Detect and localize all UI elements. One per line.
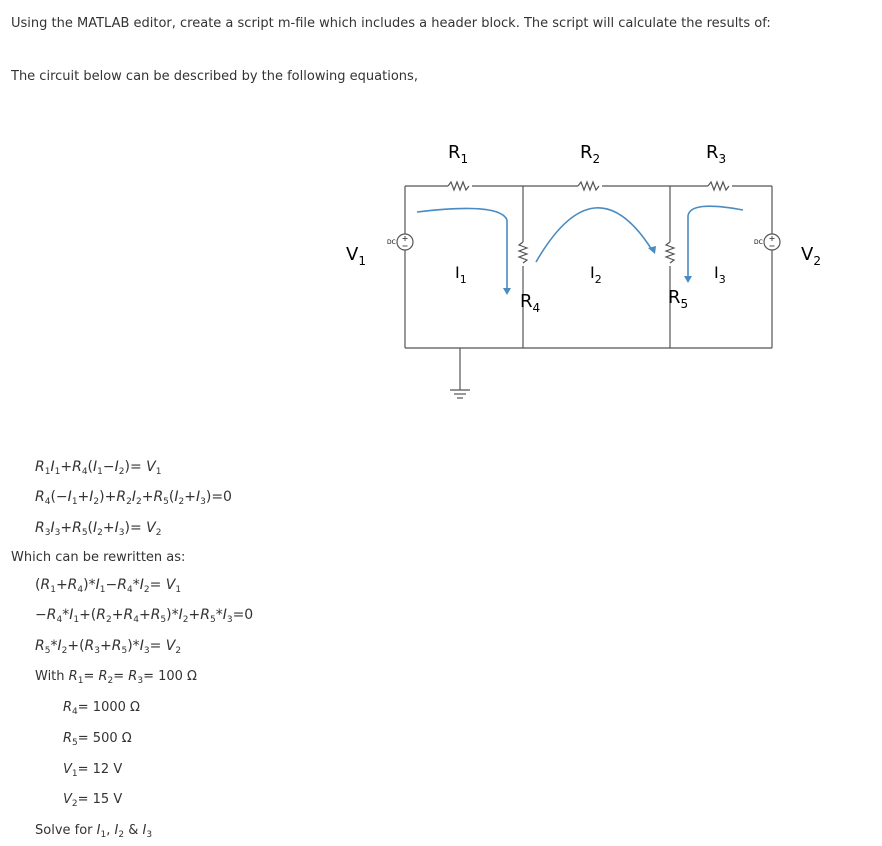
equation-3: $R_3I_3+R_5(I_2+I_3)= V_2$: [35, 520, 162, 538]
solve-for: Solve for $I_1$, $I_2$ & $I_3$: [35, 823, 153, 840]
resistor-r4-symbol: [519, 242, 527, 263]
svg-text:DC: DC: [387, 239, 396, 246]
given-r5: $R_5= 500$ Ω: [63, 731, 132, 748]
circuit-diagram: [330, 120, 850, 420]
equation-1: $R_1I_1+R_4(I_1-I_2)= V_1$: [35, 459, 162, 477]
i2-arrow: [536, 208, 652, 262]
svg-text:I2: $I_2$: [590, 263, 602, 286]
svg-text:V1: $V_1$: [346, 244, 366, 268]
svg-text:I1: $I_1$: [455, 263, 467, 286]
given-v2: $V_2= 15$ V: [63, 792, 123, 809]
rewritten-equation-3: $R_5*I_2+(R_3+R_5)*I_3= V_2$: [35, 638, 182, 656]
svg-text:R2: $R_2$: [580, 142, 601, 166]
rewritten-equation-1: $(R_1+R_4)*I_1-R_4*I_2= V_1$: [35, 577, 182, 595]
resistor-r5-symbol: [666, 242, 674, 263]
svg-text:R5: $R_5$: [668, 287, 689, 311]
resistor-r1-symbol: [448, 182, 469, 190]
svg-text:R3: $R_3$: [706, 142, 727, 166]
resistor-r2-symbol: [578, 182, 599, 190]
svg-text:I3: $I_3$: [714, 263, 726, 286]
svg-text:R4: $R_4$: [520, 291, 541, 315]
rewritten-label: Which can be rewritten as:: [11, 550, 186, 565]
rewritten-equation-2: $-R_4*I_1+(R_2+R_4+R_5)*I_2+R_5*I_3=0$: [35, 607, 254, 625]
svg-text:V2: $V_2$: [801, 244, 821, 268]
given-v1: $V_1= 12$ V: [63, 762, 123, 779]
given-resistors: With $R_1= R_2= R_3= 100$ Ω: [35, 669, 197, 686]
resistor-r3-symbol: [708, 182, 729, 190]
svg-text:R1: $R_1$: [448, 142, 469, 166]
circuit-intro-text: The circuit below can be described by the following equations,: [11, 69, 418, 84]
svg-text:DC: DC: [754, 239, 763, 246]
intro-text: Using the MATLAB editor, create a script m-file which includes a header block. The script will calculate the results of:: [11, 16, 771, 31]
equation-2: $R_4(-I_1+I_2)+R_2I_2+R_5(I_2+I_3)=0$: [35, 489, 232, 507]
given-r4: $R_4= 1000$ Ω: [63, 700, 140, 717]
